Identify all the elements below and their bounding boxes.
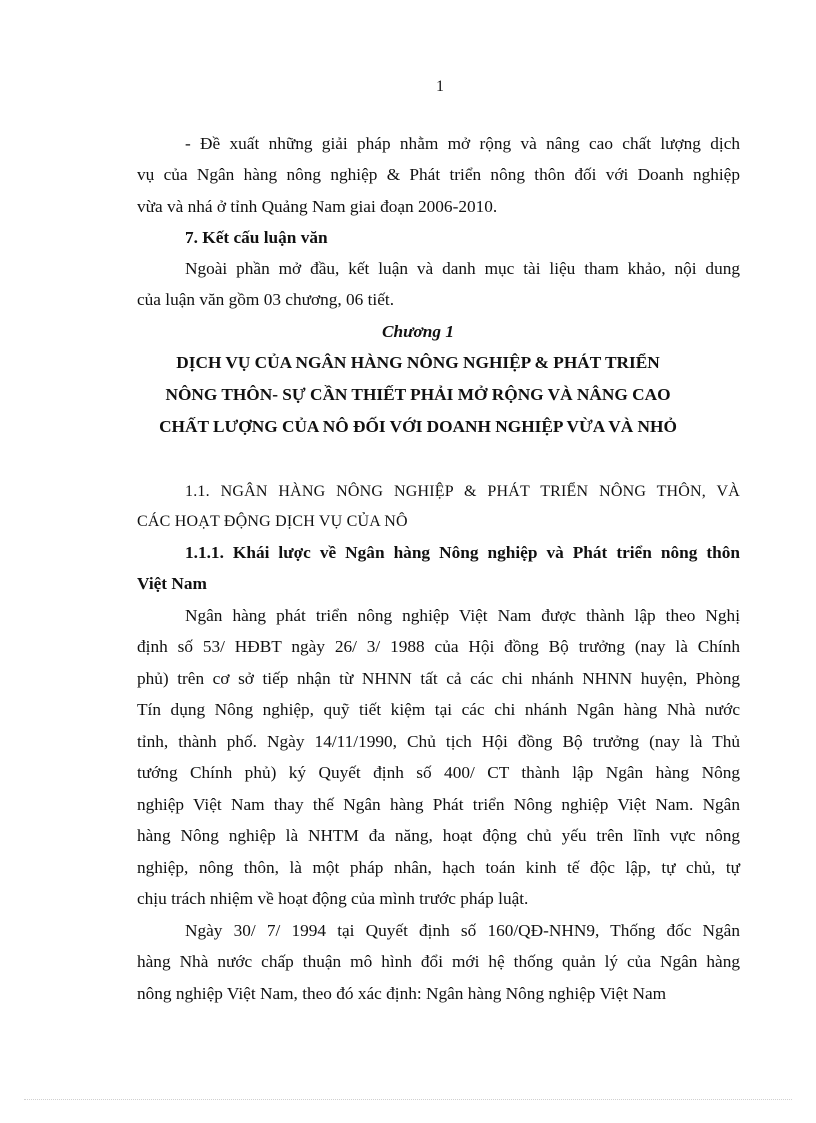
- paragraph-line: vụ của Ngân hàng nông nghiệp & Phát triển nông thôn đối với Doanh nghiệp: [137, 165, 740, 184]
- section-heading-line: CÁC HOẠT ĐỘNG DỊCH VỤ CỦA NÔ: [137, 513, 408, 530]
- paragraph-line: định số 53/ HĐBT ngày 26/ 3/ 1988 của Hội đồng Bộ trưởng (nay là Chính: [137, 637, 740, 656]
- paragraph-line: nghiệp Việt Nam thay thế Ngân hàng Phát triển Nông nghiệp Việt Nam. Ngân: [137, 795, 740, 814]
- paragraph-line: hàng Nhà nước chấp thuận mô hình đổi mới hệ thống quản lý của Ngân hàng: [137, 952, 740, 971]
- subsection-heading-line: 1.1.1. Khái lược về Ngân hàng Nông nghiệp và Phát triển nông thôn: [185, 543, 740, 562]
- chapter-title-line: CHẤT LƯỢNG CỦA NÔ ĐỐI VỚI DOANH NGHIỆP VỪA VÀ NHỎ: [159, 417, 677, 436]
- chapter-title-line: DỊCH VỤ CỦA NGÂN HÀNG NÔNG NGHIỆP & PHÁT TRIỂN: [176, 353, 660, 372]
- structure-heading: 7. Kết cấu luận văn: [185, 228, 328, 247]
- paragraph-line: của luận văn gồm 03 chương, 06 tiết.: [137, 290, 395, 309]
- paragraph-line: nghiệp, nông thôn, là một pháp nhân, hạch toán kinh tế độc lập, tự chủ, tự: [137, 858, 740, 877]
- paragraph-line: - Đề xuất những giải pháp nhằm mở rộng và nâng cao chất lượng dịch: [185, 134, 740, 153]
- paragraph-line: tướng Chính phủ) ký Quyết định số 400/ CT thành lập Ngân hàng Nông: [137, 763, 740, 782]
- paragraph-line: phủ) trên cơ sở tiếp nhận từ NHNN tất cả các chi nhánh NHNN huyện, Phòng: [137, 669, 740, 688]
- chapter-label: Chương 1: [382, 322, 454, 341]
- page-bottom-divider: [24, 1099, 792, 1100]
- paragraph-line: chịu trách nhiệm về hoạt động của mình trước pháp luật.: [137, 889, 529, 908]
- section-heading-line: 1.1. NGÂN HÀNG NÔNG NGHIỆP & PHÁT TRIỂN NÔNG THÔN, VÀ: [185, 483, 740, 500]
- paragraph-line: Ngoài phần mở đầu, kết luận và danh mục tài liệu tham khảo, nội dung: [185, 259, 740, 278]
- paragraph-line: vừa và nhá ở tỉnh Quảng Nam giai đoạn 2006-2010.: [137, 197, 498, 216]
- paragraph-line: nông nghiệp Việt Nam, theo đó xác định: Ngân hàng Nông nghiệp Việt Nam: [137, 984, 667, 1003]
- paragraph-line: Tín dụng Nông nghiệp, quỹ tiết kiệm tại các chi nhánh Ngân hàng Nhà nước: [137, 700, 740, 719]
- chapter-title-line: NÔNG THÔN- SỰ CẦN THIẾT PHẢI MỞ RỘNG VÀ NÂNG CAO: [165, 385, 671, 404]
- paragraph-line: Ngân hàng phát triển nông nghiệp Việt Nam được thành lập theo Nghị: [185, 606, 740, 625]
- subsection-heading-line: Việt Nam: [137, 574, 207, 593]
- paragraph-line: hàng Nông nghiệp là NHTM đa năng, hoạt động chủ yếu trên lĩnh vực nông: [137, 826, 740, 845]
- page-number: 1: [436, 78, 444, 95]
- paragraph-line: tỉnh, thành phố. Ngày 14/11/1990, Chủ tịch Hội đồng Bộ trưởng (nay là Thủ: [137, 732, 740, 751]
- paragraph-line: Ngày 30/ 7/ 1994 tại Quyết định số 160/QĐ-NHN9, Thống đốc Ngân: [185, 921, 740, 940]
